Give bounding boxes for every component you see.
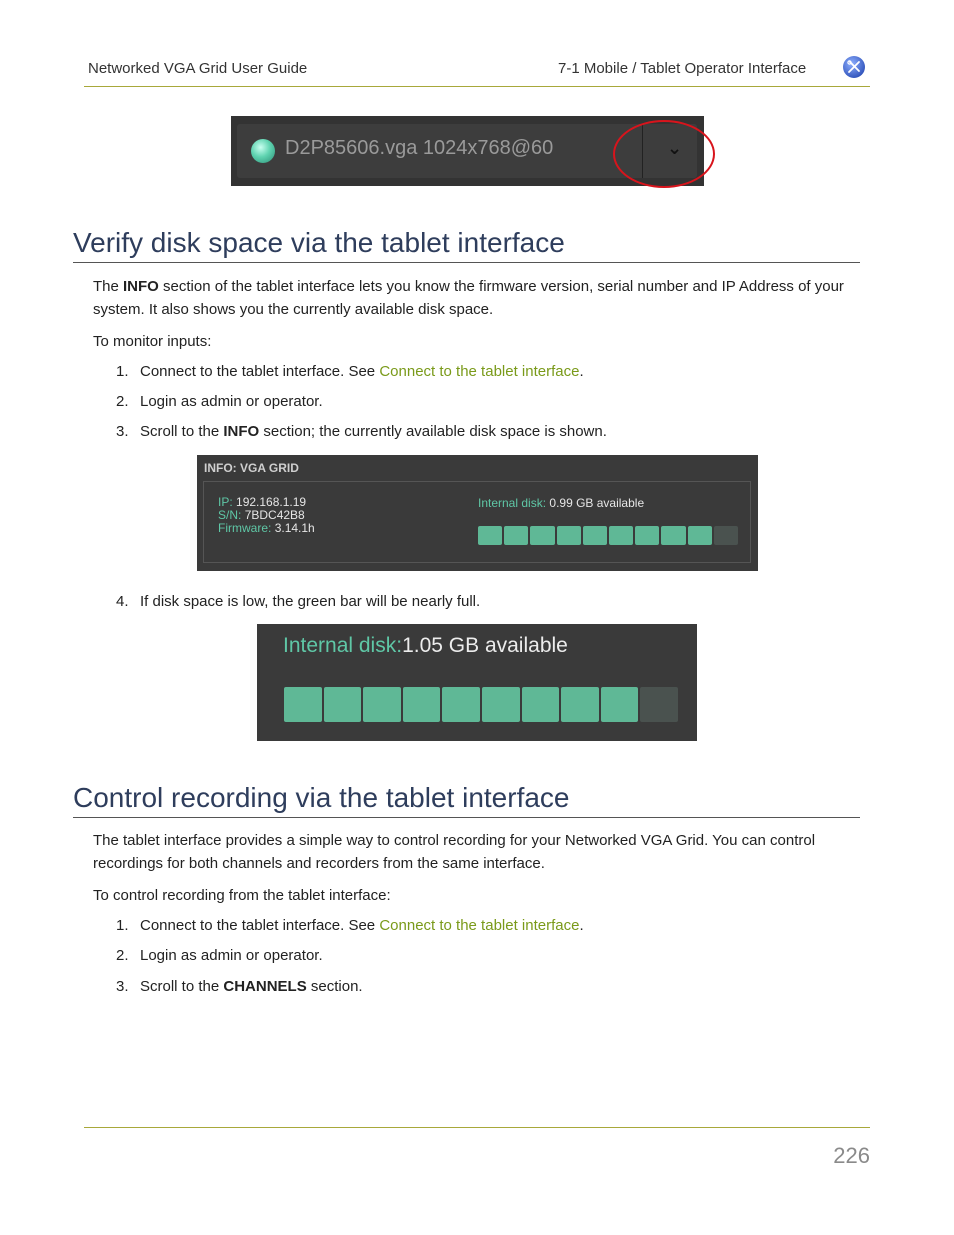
list-item: 3. Scroll to the CHANNELS section.: [116, 978, 363, 995]
section-heading-disk-space: Verify disk space via the tablet interface: [73, 226, 860, 263]
section2-lead: To control recording from the tablet interface:: [93, 887, 391, 904]
disk-bar-segment: [601, 687, 639, 722]
section1-intro: The INFO section of the tablet interface lets you know the firmware version, serial number and IP Address of your system. It also shows you the currently available disk space.: [93, 278, 844, 318]
disk-bar-segment: [530, 526, 554, 545]
disk-bar-segment: [522, 687, 560, 722]
disk-bar-segment: [478, 526, 502, 545]
highlight-circle: [613, 120, 715, 188]
serial-row: S/N: 7BDC42B8: [218, 508, 305, 522]
disk-usage-bar-zoom: [284, 687, 678, 722]
firmware-row: Firmware: 3.14.1h: [218, 521, 315, 535]
disk-bar-segment: [661, 526, 685, 545]
disk-bar-segment: [635, 526, 659, 545]
chevron-down-icon: ⌄: [667, 138, 683, 158]
list-item: 2. Login as admin or operator.: [116, 393, 323, 410]
header-rule: [84, 86, 870, 87]
page-number: 226: [833, 1143, 870, 1168]
source-label: D2P85606.vga 1024x768@60: [285, 137, 554, 159]
disk-bar-segment: [561, 687, 599, 722]
disk-bar-segment: [609, 526, 633, 545]
list-item: 4. If disk space is low, the green bar will be nearly full.: [116, 593, 481, 610]
section-heading-recording: Control recording via the tablet interface: [73, 781, 860, 818]
disk-zoom-screenshot: [257, 624, 697, 741]
list-item: 1. Connect to the tablet interface. See Connect to the tablet interface.: [116, 917, 584, 934]
disk-bar-segment: [504, 526, 528, 545]
section2-intro: The tablet interface provides a simple way to control recording for your Networked VGA Grid. You can control recordings for both channels and recorders from the same interface.: [93, 832, 816, 872]
disk-bar-segment: [324, 687, 362, 722]
list-item: 1. Connect to the tablet interface. See Connect to the tablet interface.: [116, 363, 584, 380]
disk-bar-segment: [714, 526, 738, 545]
list-item: 2. Login as admin or operator.: [116, 947, 323, 964]
list-item: 3. Scroll to the INFO section; the currently available disk space is shown.: [116, 423, 607, 440]
disk-bar-segment: [442, 687, 480, 722]
header-doc-title: Networked VGA Grid User Guide: [88, 60, 308, 77]
connect-link[interactable]: Connect to the tablet interface: [379, 363, 580, 380]
info-panel-screenshot: [197, 455, 758, 571]
disk-bar-segment: [688, 526, 712, 545]
connect-link[interactable]: Connect to the tablet interface: [379, 917, 580, 934]
footer-rule: [84, 1127, 870, 1128]
disk-bar-segment: [403, 687, 441, 722]
header-chapter-title: 7-1 Mobile / Tablet Operator Interface: [558, 60, 807, 77]
disk-space-label: Internal disk: 0.99 GB available: [478, 496, 645, 510]
status-led-icon: [251, 139, 275, 163]
disk-bar-segment: [640, 687, 678, 722]
disk-bar-segment: [284, 687, 322, 722]
disk-bar-segment: [363, 687, 401, 722]
disk-usage-bar: [478, 526, 738, 545]
disk-bar-segment: [557, 526, 581, 545]
info-panel-title: INFO: VGA GRID: [204, 461, 299, 475]
disk-bar-segment: [583, 526, 607, 545]
info-panel-body: [203, 481, 751, 563]
disk-space-label-zoom: Internal disk:1.05 GB available: [283, 634, 568, 657]
disk-bar-segment: [482, 687, 520, 722]
section1-lead: To monitor inputs:: [93, 333, 212, 350]
tools-icon: [842, 55, 866, 79]
ip-row: IP: 192.168.1.19: [218, 495, 307, 509]
